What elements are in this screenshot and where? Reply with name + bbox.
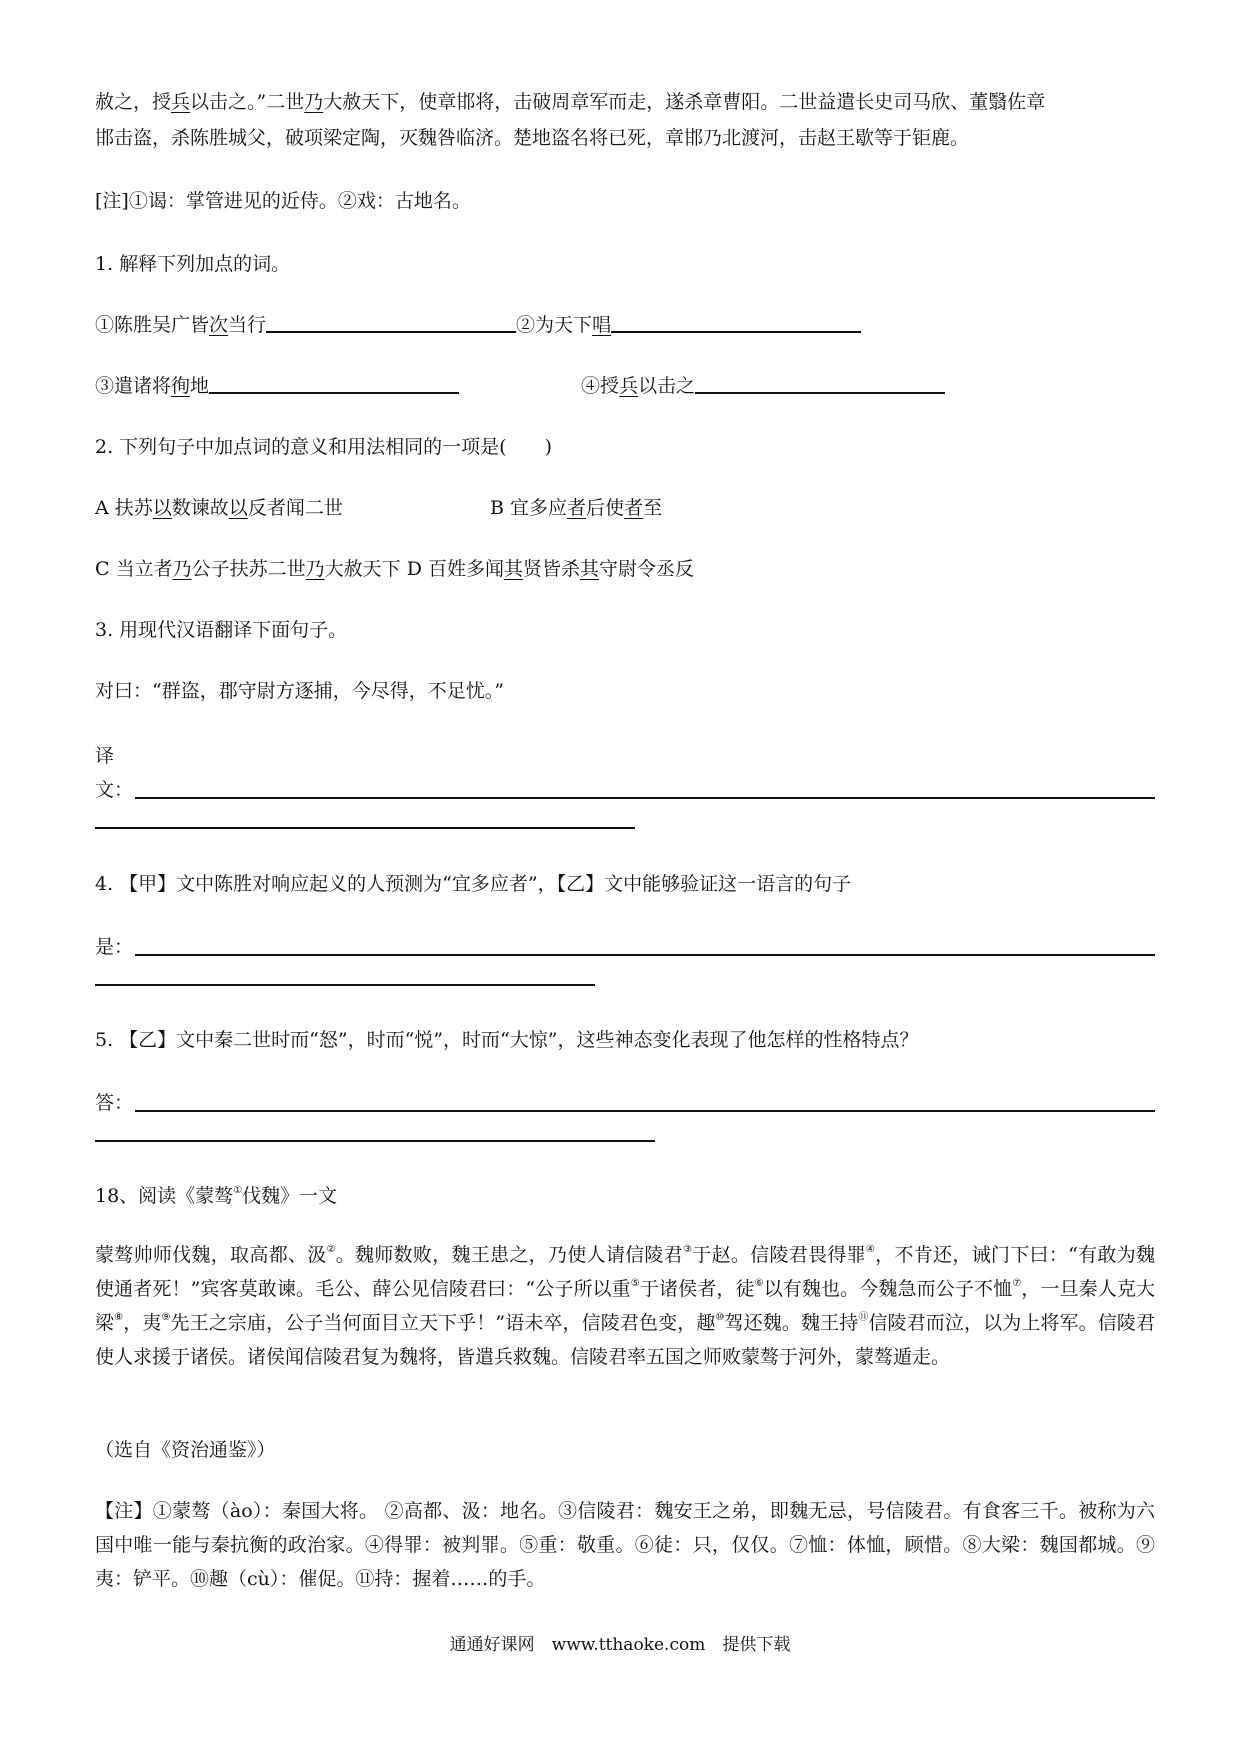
text: 当行: [228, 314, 267, 336]
dotted-word: 以: [152, 497, 172, 519]
passage-line-1: [95, 84, 1155, 120]
text: 大赦天下: [324, 558, 401, 580]
passage-line-2: 邯击盗，杀陈胜城父，破项梁定陶，灭魏咎临济。楚地盗名将已死，章邯乃北渡河，击赵王歇等于钜鹿。: [95, 127, 970, 149]
question-2-title: 2. 下列句子中加点词的意义和用法相同的一项是( ): [95, 436, 552, 458]
text: 以击之: [638, 375, 696, 397]
question-2-options-ab: [95, 490, 1155, 526]
option-b[interactable]: [490, 497, 662, 519]
text: 守尉令丞反: [599, 558, 695, 580]
dotted-word: 乃: [172, 558, 192, 580]
dotted-word: 兵: [171, 91, 191, 113]
option-c[interactable]: [95, 558, 401, 580]
dotted-word: 其: [503, 558, 523, 580]
question-18-title: [95, 1178, 1155, 1214]
text: C 当立者: [95, 558, 173, 580]
translation-label-1: 译: [95, 745, 115, 767]
question-1-title: 1. 解释下列加点的词。: [95, 253, 291, 275]
dotted-word: 唱: [592, 314, 612, 336]
text: A 扶苏: [95, 497, 153, 519]
answer-blank[interactable]: [209, 392, 459, 394]
answer-line[interactable]: [135, 954, 1155, 956]
text: 以击之。”二世: [190, 91, 305, 113]
footnote-mark: ①: [233, 1185, 243, 1196]
footer: 通通好课网 www.tthaoke.com 提供下载: [449, 1635, 791, 1655]
dotted-word: 次: [209, 314, 229, 336]
translation-label-2: 文：: [95, 779, 134, 801]
dotted-word: 乃: [304, 91, 324, 113]
question-5-title: 5. 【乙】文中秦二世时而“怒”，时而“悦”，时而“大惊”，这些神态变化表现了他怎样的性格特点？: [95, 1029, 919, 1051]
passage-menggao: 蒙骜帅师伐魏，取高都、汲②。魏师数败，魏王患之，乃使人请信陵君③于赵。信陵君畏得罪④，不肯还，诫门下曰：“有敢为魏使通者死！”宾客莫敢谏。毛公、薛公见信陵君曰：“公子所以重⑤于诸侯者，徒⑥以有魏也。今魏急而公子不恤⑦，一旦秦人克大梁⑧，夷⑨先王之宗庙，公子当何面目立天下乎！”语未卒，信陵君色变，趣⑩驾还魏。魏王持⑪信陵君而泣，以为上将军。信陵君使人求援于诸侯。诸侯闻信陵君复为魏将，皆遣兵救魏。信陵君率五国之师败蒙骜于河外，蒙骜遁走。: [95, 1244, 1155, 1368]
text: 至: [643, 497, 663, 519]
dotted-word: 徇: [171, 375, 191, 397]
text: ③遣诸将: [95, 375, 172, 397]
text: 地: [190, 375, 210, 397]
answer-blank[interactable]: [611, 331, 861, 333]
dotted-word: 者: [567, 497, 587, 519]
question-5-label: 答：: [95, 1092, 134, 1114]
text: 18、阅读《蒙骜: [95, 1185, 234, 1207]
dotted-word: 以: [228, 497, 248, 519]
dotted-word: 其: [580, 558, 600, 580]
text: 伐魏》一文: [242, 1185, 338, 1207]
answer-blank[interactable]: [695, 392, 945, 394]
answer-line[interactable]: [135, 1110, 1155, 1112]
dotted-word: 者: [624, 497, 644, 519]
source: （选自《资治通鉴》）: [95, 1439, 276, 1461]
text: 数谏故: [171, 497, 229, 519]
text: B 宜多应: [490, 497, 568, 519]
question-4-label: 是：: [95, 936, 134, 958]
text: 公子扶苏二世: [191, 558, 306, 580]
dotted-word: 兵: [619, 375, 639, 397]
text: D 百姓多闻: [406, 558, 504, 580]
question-2-options-cd: [95, 551, 1155, 587]
text: 后使: [586, 497, 625, 519]
option-a[interactable]: [95, 490, 490, 526]
text: 大赦天下，使章邯将，击破周章军而走，遂杀章曹阳。二世益遣长史司马欣、董翳佐章: [323, 91, 1046, 113]
text: 反者闻二世: [247, 497, 343, 519]
answer-line[interactable]: [135, 797, 1155, 799]
question-3-title: 3. 用现代汉语翻译下面句子。: [95, 619, 348, 641]
text: 赦之，授: [95, 91, 172, 113]
question-1-row-2: [95, 368, 1155, 404]
text: ④授: [581, 375, 620, 397]
question-4-title: 4. 【甲】文中陈胜对响应起义的人预测为“宜多应者”，【乙】文中能够验证这一语言的句子: [95, 873, 852, 895]
text: 贤皆杀: [522, 558, 580, 580]
answer-line[interactable]: [95, 827, 635, 829]
question-3-sentence: 对曰：“群盗，郡守尉方逐捕，今尽得，不足忧。”: [95, 680, 504, 702]
dotted-word: 乃: [305, 558, 325, 580]
answer-line[interactable]: [95, 1140, 655, 1142]
annotations: 【注】①蒙骜（ào）：秦国大将。 ②高都、汲：地名。③信陵君：魏安王之弟，即魏无忌，号信陵君。有食客三千。被称为六国中唯一能与秦抗衡的政治家。④得罪：被判罪。⑤重：敬重。⑥徒：只，仅仅。⑦恤：体恤，顾惜。⑧大梁：魏国都城。⑨夷：铲平。⑩趣（cù）：催促。⑪持：握着……的手。: [95, 1500, 1155, 1590]
note: [注]①谒：掌管进见的近侍。②戏：古地名。: [95, 190, 471, 212]
question-1-row-1: [95, 307, 1155, 343]
answer-blank[interactable]: [266, 331, 516, 333]
option-d[interactable]: [407, 558, 694, 580]
answer-line[interactable]: [95, 984, 595, 986]
text: ①陈胜吴广皆: [95, 314, 210, 336]
text: ②为天下: [516, 314, 593, 336]
